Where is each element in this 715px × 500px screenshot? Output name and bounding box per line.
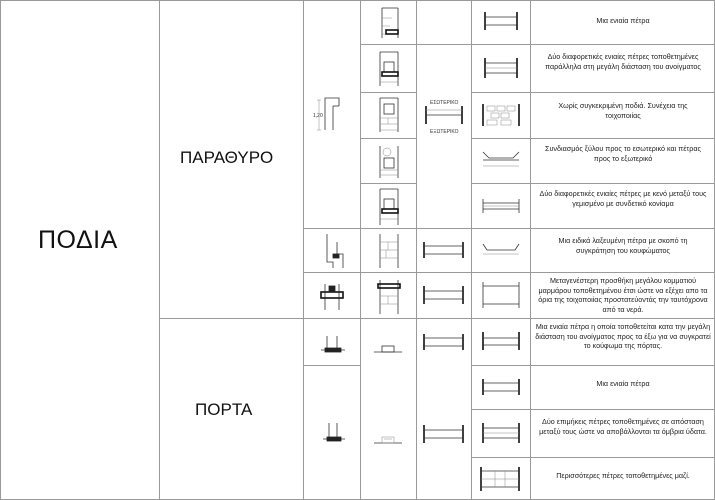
door-threshold-elevation-2 bbox=[360, 409, 416, 457]
window-sill-plan-sketch bbox=[416, 92, 471, 138]
sill-type-6-sketch bbox=[471, 228, 530, 272]
window-wall-section-sketch bbox=[303, 92, 360, 138]
window-masonry-sketch-4 bbox=[360, 138, 416, 183]
description-11: Περισσότερες πέτρες τοποθετημένες μαζί. bbox=[556, 471, 690, 480]
door-threshold-elevation-1 bbox=[360, 318, 416, 365]
window-masonry-sketch-5 bbox=[360, 183, 416, 228]
height-dimension-label: 1,20 bbox=[313, 113, 323, 119]
description-6: Μια ειδικά λαξευμένη πέτρα με σκοπό τη συγκράτηση του κουφώματος bbox=[558, 236, 688, 255]
window-plan-sketch-2 bbox=[416, 272, 471, 318]
section-window-title: ΠΑΡΑΘΥΡΟ bbox=[180, 148, 274, 167]
description-4: Συνδιασμός ξύλου προς το εσωτερικό και πέτρας προς το εξωτερικό bbox=[545, 144, 701, 163]
door-threshold-sketch-2 bbox=[303, 409, 360, 457]
sill-type-7-sketch bbox=[471, 272, 530, 318]
window-masonry-sketch-6 bbox=[360, 228, 416, 272]
description-1: Μια ενιαία πέτρα bbox=[596, 16, 650, 25]
sill-type-3-sketch bbox=[471, 92, 530, 138]
description-2: Δύο διαφορετικές ενιαίες πέτρες τοποθετημένες παράλληλα στη μεγάλη διάσταση του ανοίγματος bbox=[545, 52, 701, 71]
sill-type-4-sketch bbox=[471, 138, 530, 183]
window-masonry-sketch-2 bbox=[360, 44, 416, 92]
description-7: Μεταγενέστερη προσθήκη μεγάλου κομματιού μαρμάρου τοποθετημένου έτσι ώστε να εξέχει απο τα όρια της τοιχοποιίας προστατεύοντάς την ταυτόχρονα από τα νερά. bbox=[538, 276, 708, 314]
sill-type-1-sketch bbox=[471, 0, 530, 44]
sill-type-5-sketch bbox=[471, 183, 530, 228]
exterior-label: ΕΞΩΤΕΡΙΚΟ bbox=[430, 129, 459, 135]
section-door-title: ΠΟΡΤΑ bbox=[195, 400, 253, 419]
interior-label: ΕΣΩΤΕΡΙΚΟ bbox=[430, 100, 459, 106]
window-masonry-sketch-7 bbox=[360, 272, 416, 318]
sill-type-2-sketch bbox=[471, 44, 530, 92]
door-threshold-sketch-1 bbox=[303, 318, 360, 365]
window-masonry-sketch-3 bbox=[360, 92, 416, 138]
window-sill-detail-sketch-1 bbox=[303, 228, 360, 272]
window-masonry-sketch-1 bbox=[360, 0, 416, 44]
door-sill-type-4-sketch bbox=[471, 457, 530, 499]
main-title: ΠΟΔΙΑ bbox=[38, 226, 118, 254]
description-3: Χωρίς συγκεκριμένη ποδιά. Συνέχεια της τοιχοποιίας bbox=[558, 101, 688, 120]
description-8: Μια ενιαία πέτρα η οποία τοποθετείται κατα την μεγάλη διάσταση του ανοίγματος προς τα έξω για να συγκρατεί το κούφωμα της πόρτας. bbox=[535, 322, 711, 350]
door-sill-type-2-sketch bbox=[471, 365, 530, 409]
window-plan-sketch-1 bbox=[416, 228, 471, 272]
description-10: Δύο επιμήκεις πέτρες τοποθετημένες σε απόσταση μεταξύ τους ώστε να αποβάλλονται τα όμβρια ύδατα. bbox=[539, 417, 707, 436]
description-5: Δύο διαφορετικές ενιαίες πέτρες με κενό μεταξύ τους γεμισμένο με συνδετικό κονίαμα bbox=[539, 189, 707, 208]
door-plan-sketch-1 bbox=[416, 318, 471, 365]
description-9: Μια ενιαία πέτρα bbox=[596, 379, 650, 388]
door-sill-type-1-sketch bbox=[471, 318, 530, 365]
door-sill-type-3-sketch bbox=[471, 409, 530, 457]
window-sill-detail-sketch-2 bbox=[303, 272, 360, 318]
door-plan-sketch-2 bbox=[416, 409, 471, 457]
